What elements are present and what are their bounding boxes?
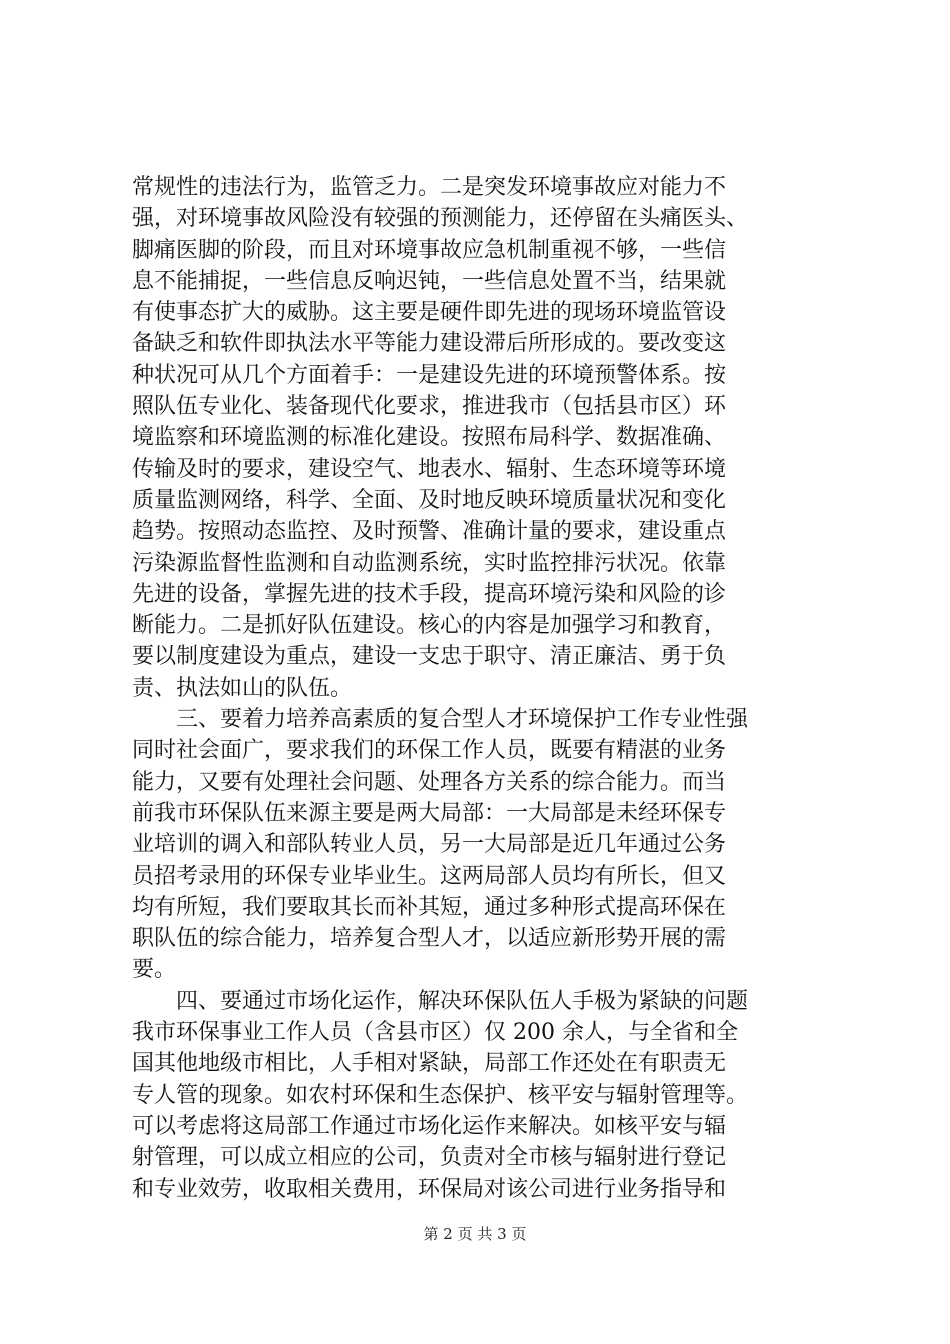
text-line: 质量监测网络，科学、全面、及时地反映环境质量状况和变化 <box>132 487 727 513</box>
text-line: 专人管的现象。如农村环保和生态保护、核平安与辐射管理等。 <box>132 1082 749 1108</box>
page-footer: 第 2 页 共 3 页 <box>423 1225 527 1243</box>
text-line: 种状况可从几个方面着手：一是建设先进的环境预警体系。按 <box>132 362 727 388</box>
text-line: 境监察和环境监测的标准化建设。按照布局科学、数据准确、 <box>132 425 727 451</box>
text-line: 我市环保事业工作人员（含县市区）仅 200 余人，与全省和全 <box>132 1020 738 1046</box>
text-line: 脚痛医脚的阶段，而且对环境事故应急机制重视不够，一些信 <box>132 237 727 263</box>
text-line: 和专业效劳，收取相关费用，环保局对该公司进行业务指导和 <box>132 1176 727 1202</box>
text-line: 前我市环保队伍来源主要是两大局部：一大局部是未经环保专 <box>132 800 727 826</box>
text-line: 照队伍专业化、装备现代化要求，推进我市（包括县市区）环 <box>132 394 727 420</box>
text-line: 传输及时的要求，建设空气、地表水、辐射、生态环境等环境 <box>132 456 727 482</box>
text-line: 责、执法如山的队伍。 <box>132 675 353 701</box>
text-line: 有使事态扩大的威胁。这主要是硬件即先进的现场环境监管设 <box>132 300 727 326</box>
text-line: 均有所短，我们要取其长而补其短，通过多种形式提高环保在 <box>132 894 727 920</box>
text-line: 污染源监督性监测和自动监测系统，实时监控排污状况。依靠 <box>132 550 727 576</box>
text-line: 能力，又要有处理社会问题、处理各方关系的综合能力。而当 <box>132 769 727 795</box>
text-line: 强，对环境事故风险没有较强的预测能力，还停留在头痛医头、 <box>132 206 749 232</box>
text-line: 职队伍的综合能力，培养复合型人才，以适应新形势开展的需 <box>132 926 727 952</box>
text-line: 先进的设备，掌握先进的技术手段，提高环境污染和风险的诊 <box>132 581 727 607</box>
text-line: 息不能捕捉，一些信息反响迟钝，一些信息处置不当，结果就 <box>132 268 727 294</box>
text-line: 业培训的调入和部队转业人员，另一大局部是近几年通过公务 <box>132 832 727 858</box>
text-line: 要以制度建设为重点，建设一支忠于职守、清正廉洁、勇于负 <box>132 644 727 670</box>
text-line: 断能力。二是抓好队伍建设。核心的内容是加强学习和教育， <box>132 613 727 639</box>
text-line: 员招考录用的环保专业毕业生。这两局部人员均有所长，但又 <box>132 863 727 889</box>
text-line: 三、要着力培养高素质的复合型人才环境保护工作专业性强 <box>132 707 749 733</box>
text-line: 常规性的违法行为，监管乏力。二是突发环境事故应对能力不 <box>132 175 727 200</box>
text-line: 同时社会面广，要求我们的环保工作人员，既要有精湛的业务 <box>132 738 727 764</box>
text-line: 可以考虑将这局部工作通过市场化运作来解决。如核平安与辐 <box>132 1113 727 1139</box>
text-line: 备缺乏和软件即执法水平等能力建设滞后所形成的。要改变这 <box>132 331 727 357</box>
text-line: 射管理，可以成立相应的公司，负责对全市核与辐射进行登记 <box>132 1145 727 1171</box>
text-line: 国其他地级市相比，人手相对紧缺，局部工作还处在有职责无 <box>132 1051 727 1077</box>
text-line: 四、要通过市场化运作，解决环保队伍人手极为紧缺的问题 <box>132 988 749 1014</box>
text-line: 趋势。按照动态监控、及时预警、准确计量的要求，建设重点 <box>132 519 727 545</box>
document-body <box>132 172 832 1205</box>
text-line: 要。 <box>132 957 177 983</box>
